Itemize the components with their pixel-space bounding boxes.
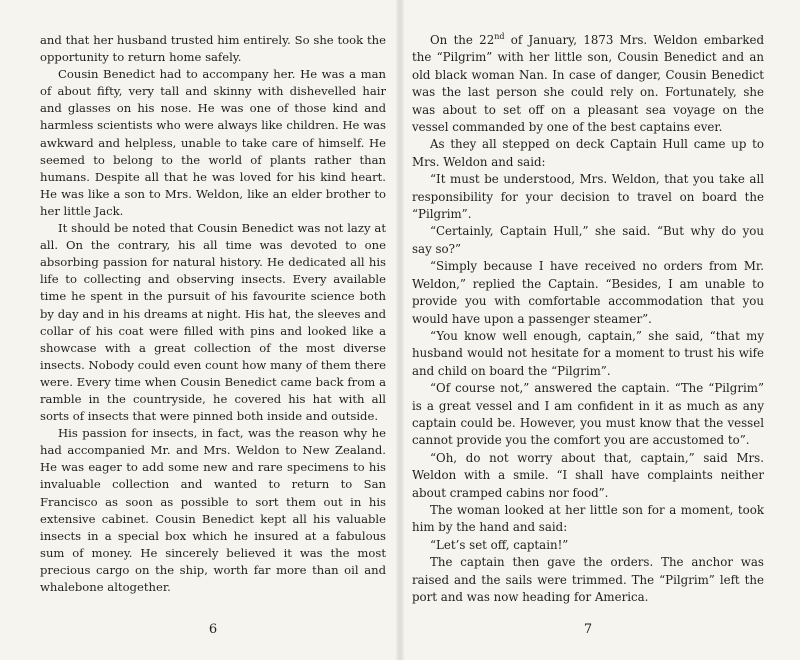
paragraph: “Simply because I have received no orders from Mr. Weldon,” replied the Captain. “Besides, I am unable to provide you with comfortable accommodation that you would have upon a passenger steamer”. bbox=[412, 259, 764, 326]
paragraph: “Of course not,” answered the captain. “The “Pilgrim” is a great vessel and I am confident in it as much as any captain could be. However, you must know that the vessel cannot provide you the comfort you are accustomed to”. bbox=[412, 381, 764, 448]
paragraph: “Let’s set off, captain!” bbox=[430, 537, 569, 552]
paragraph: It should be noted that Cousin Benedict was not lazy at all. On the contrary, his all time was devoted to one absorbing passion for natural history. He dedicated all his life to collecting and observing insects. Every available time he spent in the pursuit of his favourite science both by day and in his dreams at night. His hat, the sleeves and collar of his coat were filled with pins and looked like a showcase with a great collection of the most diverse insects. Nobody could even count how many of them there were. Every time when Cousin Benedict came back from a ramble in the countryside, he covered his hat with all sorts of insects that were pinned both inside and outside. bbox=[40, 221, 386, 424]
paragraph: As they all stepped on deck Captain Hull came up to Mrs. Weldon and said: bbox=[412, 137, 764, 169]
ordinal-suffix: nd bbox=[494, 32, 505, 42]
paragraph-rest: of January, 1873 Mrs. Weldon embarked the “Pilgrim” with her little son, Cousin Benedict and an old black woman Nan. In case of danger, Cousin Benedict was the last person she could rely on. Fortunately, she was about to set off on a pleasant sea voyage on the vessel commanded by one of the best captains ever. bbox=[412, 33, 764, 135]
paragraph: “Oh, do not worry about that, captain,” said Mrs. Weldon with a smile. “I shall have complaints neither about cramped cabins nor food”. bbox=[412, 450, 764, 500]
paragraph: The woman looked at her little son for a moment, took him by the hand and said: bbox=[412, 502, 764, 535]
paragraph: and that her husband trusted him entirely. So she took the opportunity to return home safely. bbox=[40, 33, 386, 65]
page-number: 6 bbox=[208, 622, 218, 637]
paragraph: His passion for insects, in fact, was the reason why he had accompanied Mr. and Mrs. Weldon to New Zealand. He was eager to add some new and rare specimens to his invaluable collection and wanted to return to San Francisco as soon as possible to sort them out in his extensive cabinet. Cousin Benedict kept all his valuable insects in a special box which he insured at a fabulous sum of money. He sincerely believed it was the most precious cargo on the ship, worth far more than oil and whalebone altogether. bbox=[40, 426, 386, 594]
paragraph: “Certainly, Captain Hull,” she said. “But why do you say so?” bbox=[412, 224, 764, 256]
left-page bbox=[40, 0, 386, 660]
page-number: 7 bbox=[583, 622, 593, 637]
paragraph bbox=[412, 32, 764, 136]
paragraph: “You know well enough, captain,” she said, “that my husband would not hesitate for a moment to trust his wife and child on board the “Pilgrim”. bbox=[412, 328, 764, 378]
left-page-text bbox=[40, 32, 386, 596]
right-page bbox=[412, 0, 764, 660]
right-page-text bbox=[412, 32, 764, 606]
paragraph: Cousin Benedict had to accompany her. He was a man of about fifty, very tall and skinny with dishevelled hair and glasses on his nose. He was one of those kind and harmless scientists who were always like children. He was awkward and helpless, unable to take care of himself. He seemed to belong to the world of plants rather than humans. Despite all that he was loved for his kind heart. He was like a son to Mrs. Weldon, like an elder brother to her little Jack. bbox=[40, 67, 386, 218]
book-gutter bbox=[396, 0, 404, 660]
paragraph: The captain then gave the orders. The anchor was raised and the sails were trimmed. The “Pilgrim” left the port and was now heading for America. bbox=[412, 555, 764, 604]
date-prefix: On the 22 bbox=[430, 33, 495, 47]
paragraph: “It must be understood, Mrs. Weldon, that you take all responsibility for your decision to travel on board the “Pilgrim”. bbox=[412, 172, 764, 222]
